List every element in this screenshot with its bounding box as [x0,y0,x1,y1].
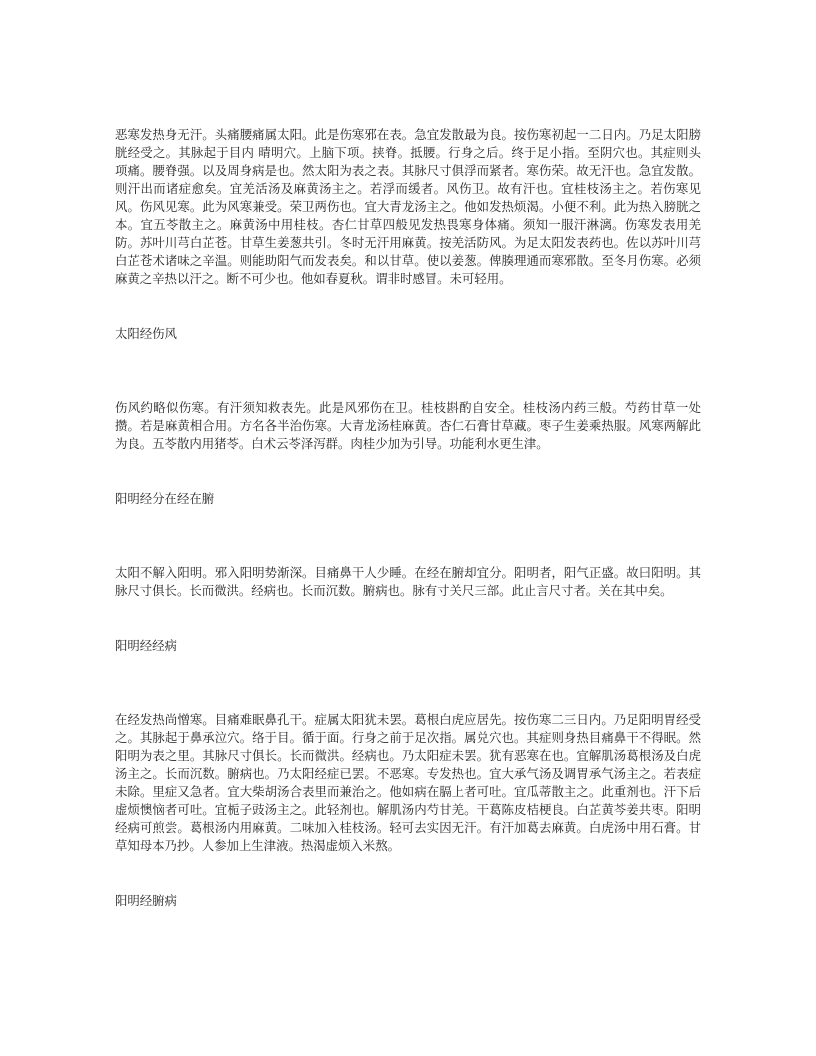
heading-yangming-jing-fubing: 阳明经腑病 [115,893,177,908]
block-spacer [115,288,701,325]
block-spacer [115,453,701,490]
paragraph-taiyang-jing-shangfeng: 伤风约略似伤寒。有汗须知救表先。此是风邪伤在卫。桂枝斟酌自安全。桂枝汤内药三般。芍药甘草一处攒。若是麻黄相合用。方名各半治伤寒。大青龙汤桂麻黄。杏仁石膏甘草藏。枣子生姜乘热服。风寒两解此为良。五苓散内用猪苓。白术云苓泽泻群。肉桂少加为引导。功能利水更生津。 [115,400,701,451]
heading-taiyang-jing-shangfeng: 太阳经伤风 [115,326,177,341]
document-text-column [115,126,701,910]
block-spacer [115,343,701,399]
heading-yangming-jing-fen: 阳明经分在经在腑 [115,491,215,506]
block-spacer [115,600,701,637]
paragraph-yangming-jing-fen: 太阳不解入阳明。邪入阳明势渐深。目痛鼻干人少睡。在经在腑却宜分。阳明者，阳气正盛。故曰阳明。其脉尺寸俱长。长而微洪。经病也。长而沉数。腑病也。脉有寸关尺三部。此止言尺寸者。关在其中矣。 [115,565,701,598]
heading-yangming-jing-jingbing: 阳明经经病 [115,638,177,653]
paragraph-yangming-jing-jingbing: 在经发热尚憎寒。目痛难眠鼻孔干。症属太阳犹未罢。葛根白虎应居先。按伤寒二三日内。乃足阳明胃经受之。其脉起于鼻承泣穴。络于目。循于面。行身之前于足次指。属兑穴也。其症则身热目痛鼻干不得眠。然阳明为表之里。其脉尺寸俱长。长而微洪。经病也。乃太阳症未罢。犹有恶寒在也。宜解肌汤葛根汤及白虎汤主之。长而沉数。腑病也。乃太阳经症已罢。不恶寒。专发热也。宜大承气汤及调胃承气汤主之。若表症未除。里症又急者。宜大柴胡汤合表里而兼治之。他如病在膈上者可吐。宜瓜蒂散主之。此重剂也。汗下后虚烦懊恼者可吐。宜栀子豉汤主之。此轻剂也。解肌汤内芍甘羌。干葛陈皮桔梗良。白芷黄芩姜共枣。阳明经病可煎尝。葛根汤内用麻黄。二味加入桂枝汤。轻可去实因无汗。有汗加葛去麻黄。白虎汤中用石膏。甘草知母本乃抄。人参加上生津液。热渴虚烦入米熬。 [115,712,701,853]
block-spacer [115,508,701,564]
block-spacer [115,655,701,711]
paragraph-taiyang-shanghan: 恶寒发热身无汗。头痛腰痛属太阳。此是伤寒邪在表。急宜发散最为良。按伤寒初起一二日内。乃足太阳膀胱经受之。其脉起于目内 晴明穴。上脑下项。挟脊。抵腰。行身之后。终于足小指。至阴穴也。其症则头项痛。腰脊强。以及周身病是也。然太阳为表之表。其脉尺寸俱浮而紧者。寒伤荣。故无汗也。急宜发散。则汗出而诸症愈矣。宜羌活汤及麻黄汤主之。若浮而缓者。风伤卫。故有汗也。宜桂枝汤主之。若伤寒见风。伤风见寒。此为风寒兼受。荣卫两伤也。宜大青龙汤主之。他如发热烦渴。小便不利。此为热入膀胱之本。宜五苓散主之。麻黄汤中用桂枝。杏仁甘草四般见发热畏寒身体痛。须知一服汗淋漓。伤寒发表用羌防。苏叶川芎白芷苍。甘草生姜葱共引。冬时无汗用麻黄。按羌活防风。为足太阳发表药也。佐以苏叶川芎白芷苍术诸味之辛温。则能助阳气而发表矣。和以甘草。使以姜葱。俾腠理通而寒邪散。至冬月伤寒。必须麻黄之辛热以汗之。断不可少也。他如春夏秋。谓非时感冒。未可轻用。 [115,127,701,286]
block-spacer [115,855,701,892]
